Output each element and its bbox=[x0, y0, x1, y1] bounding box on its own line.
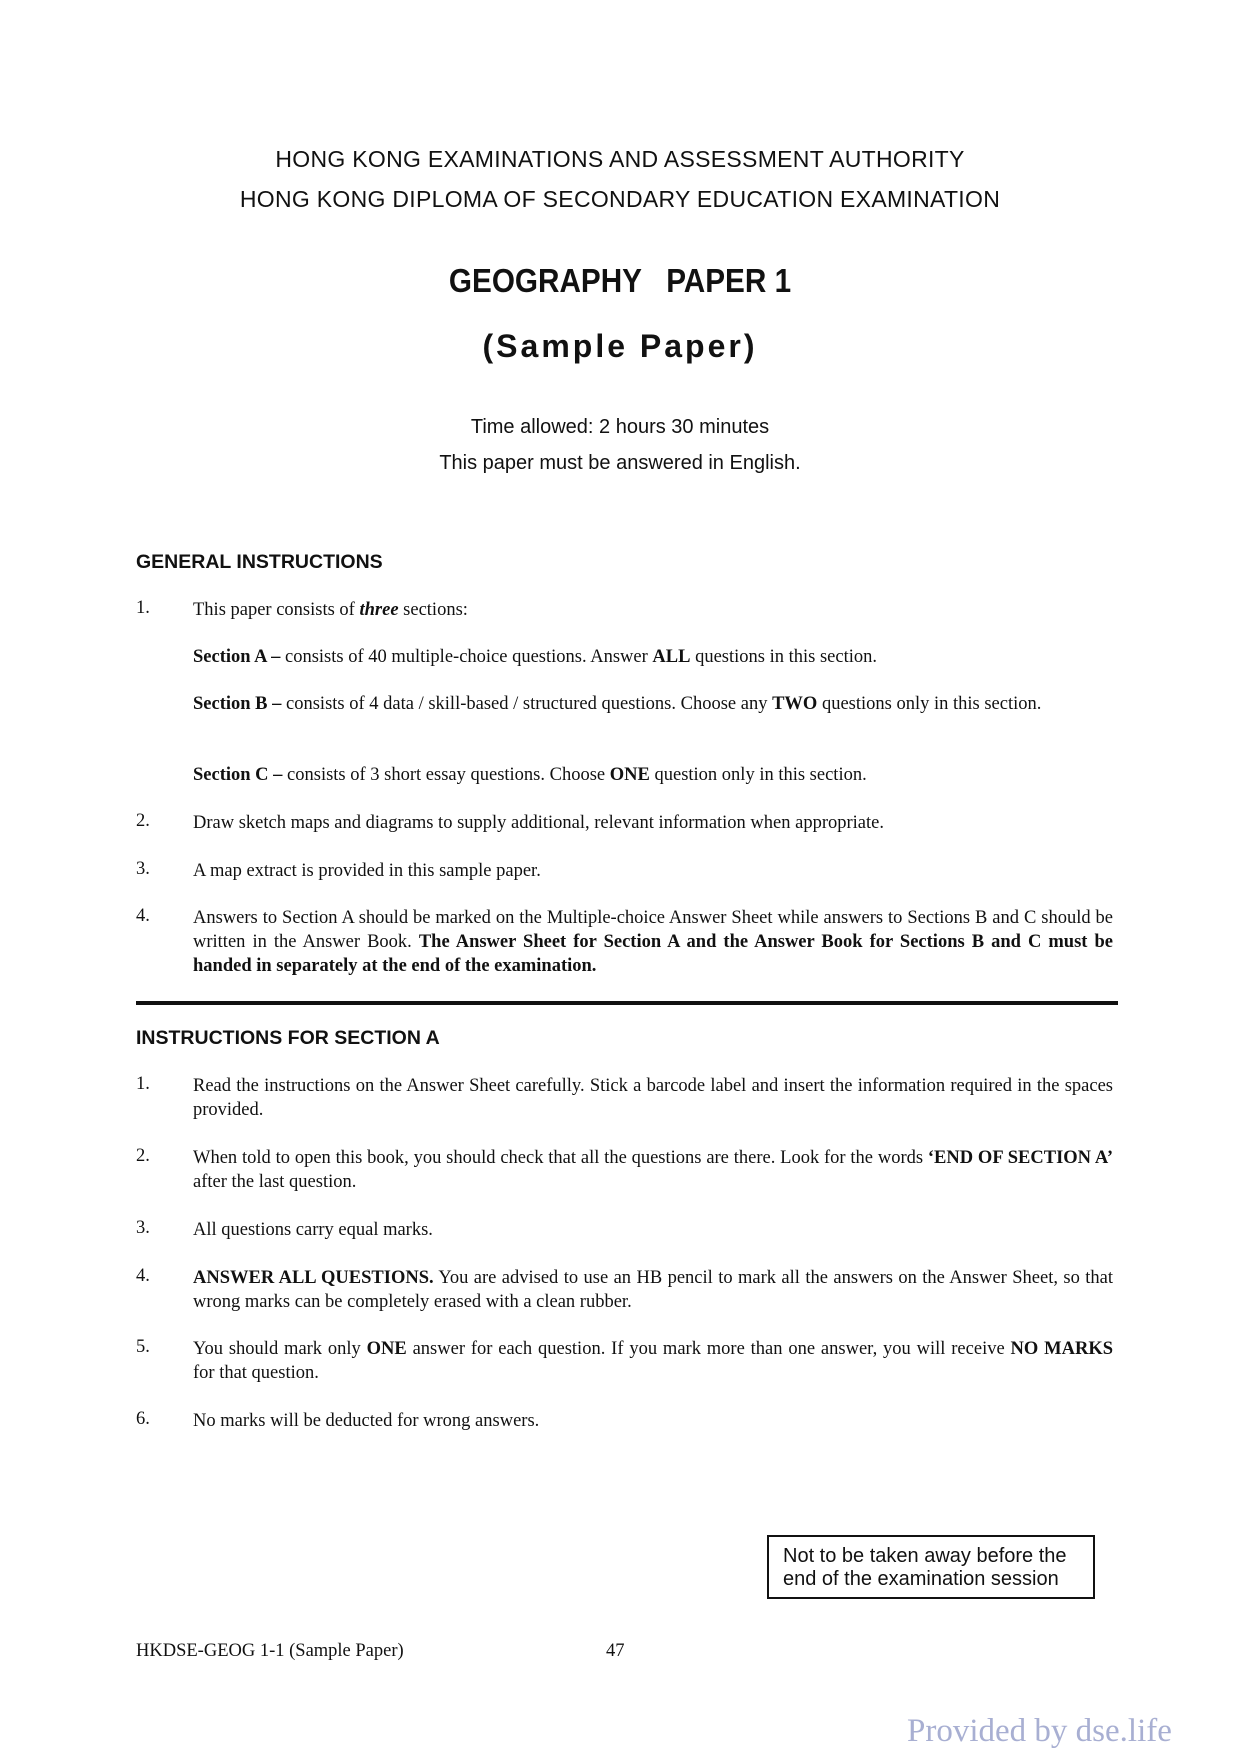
section-a-instruction-3: All questions carry equal marks. bbox=[193, 1220, 433, 1240]
time-allowed: Time allowed: 2 hours 30 minutes bbox=[470, 416, 770, 438]
instruction-number: 4. bbox=[136, 906, 150, 926]
paper-code: HKDSE-GEOG 1-1 (Sample Paper) bbox=[136, 1641, 404, 1661]
general-instruction-1: This paper consists of three sections: bbox=[193, 600, 468, 620]
instruction-number: 3. bbox=[136, 1218, 150, 1238]
section-b-description: Section B – consists of 4 data / skill-based / structured questions. Choose any TWO questions only in this section. bbox=[193, 694, 1042, 714]
general-instruction-3: A map extract is provided in this sample paper. bbox=[193, 861, 541, 881]
instruction-number: 2. bbox=[136, 811, 150, 831]
language-requirement: This paper must be answered in English. bbox=[439, 452, 801, 474]
notice-line-2: end of the examination session bbox=[783, 1568, 1059, 1590]
section-a-instruction-6: No marks will be deducted for wrong answers. bbox=[193, 1411, 540, 1431]
general-instruction-4: Answers to Section A should be marked on the Multiple-choice Answer Sheet while answers to Sections B and C should be written in the Answer Book. The Answer Sheet for Section A and the Answer Book for Sections B and C must be handed in separately at the end of the examination. bbox=[193, 908, 1113, 976]
exam-name: HONG KONG DIPLOMA OF SECONDARY EDUCATION EXAMINATION bbox=[239, 186, 1001, 212]
general-instruction-2: Draw sketch maps and diagrams to supply additional, relevant information when appropriate. bbox=[193, 813, 884, 833]
general-instructions-heading: GENERAL INSTRUCTIONS bbox=[136, 551, 383, 573]
section-a-instruction-5: You should mark only ONE answer for each question. If you mark more than one answer, you will receive NO MARKS for that question. bbox=[193, 1339, 1113, 1383]
instruction-number: 2. bbox=[136, 1146, 150, 1166]
authority-name: HONG KONG EXAMINATIONS AND ASSESSMENT AUTHORITY bbox=[275, 146, 965, 172]
section-a-instruction-1: Read the instructions on the Answer Sheet carefully. Stick a barcode label and insert the information required in the spaces provided. bbox=[193, 1076, 1113, 1120]
notice-line-1: Not to be taken away before the bbox=[783, 1545, 1067, 1567]
instruction-number: 1. bbox=[136, 1074, 150, 1094]
instruction-number: 1. bbox=[136, 598, 150, 618]
section-c-description: Section C – consists of 3 short essay questions. Choose ONE question only in this section. bbox=[193, 765, 867, 785]
instruction-number: 6. bbox=[136, 1409, 150, 1429]
watermark: Provided by dse.life bbox=[907, 1713, 1172, 1749]
section-a-description: Section A – consists of 40 multiple-choice questions. Answer ALL questions in this section. bbox=[193, 647, 877, 667]
paper-title: GEOGRAPHY PAPER 1 bbox=[448, 262, 792, 299]
section-a-instruction-2: When told to open this book, you should check that all the questions are there. Look for the words ‘END OF SECTION A’ after the last question. bbox=[193, 1148, 1113, 1192]
section-divider bbox=[136, 1001, 1118, 1005]
instruction-number: 3. bbox=[136, 859, 150, 879]
instruction-number: 4. bbox=[136, 1266, 150, 1286]
instruction-number: 5. bbox=[136, 1337, 150, 1357]
paper-subtitle: (Sample Paper) bbox=[482, 328, 758, 364]
page-number: 47 bbox=[606, 1641, 625, 1661]
section-a-instruction-4: ANSWER ALL QUESTIONS. You are advised to use an HB pencil to mark all the answers on the Answer Sheet, so that wrong marks can be completely erased with a clean rubber. bbox=[193, 1268, 1113, 1312]
section-a-instructions-heading: INSTRUCTIONS FOR SECTION A bbox=[136, 1027, 440, 1049]
notice-box bbox=[767, 1535, 1095, 1599]
